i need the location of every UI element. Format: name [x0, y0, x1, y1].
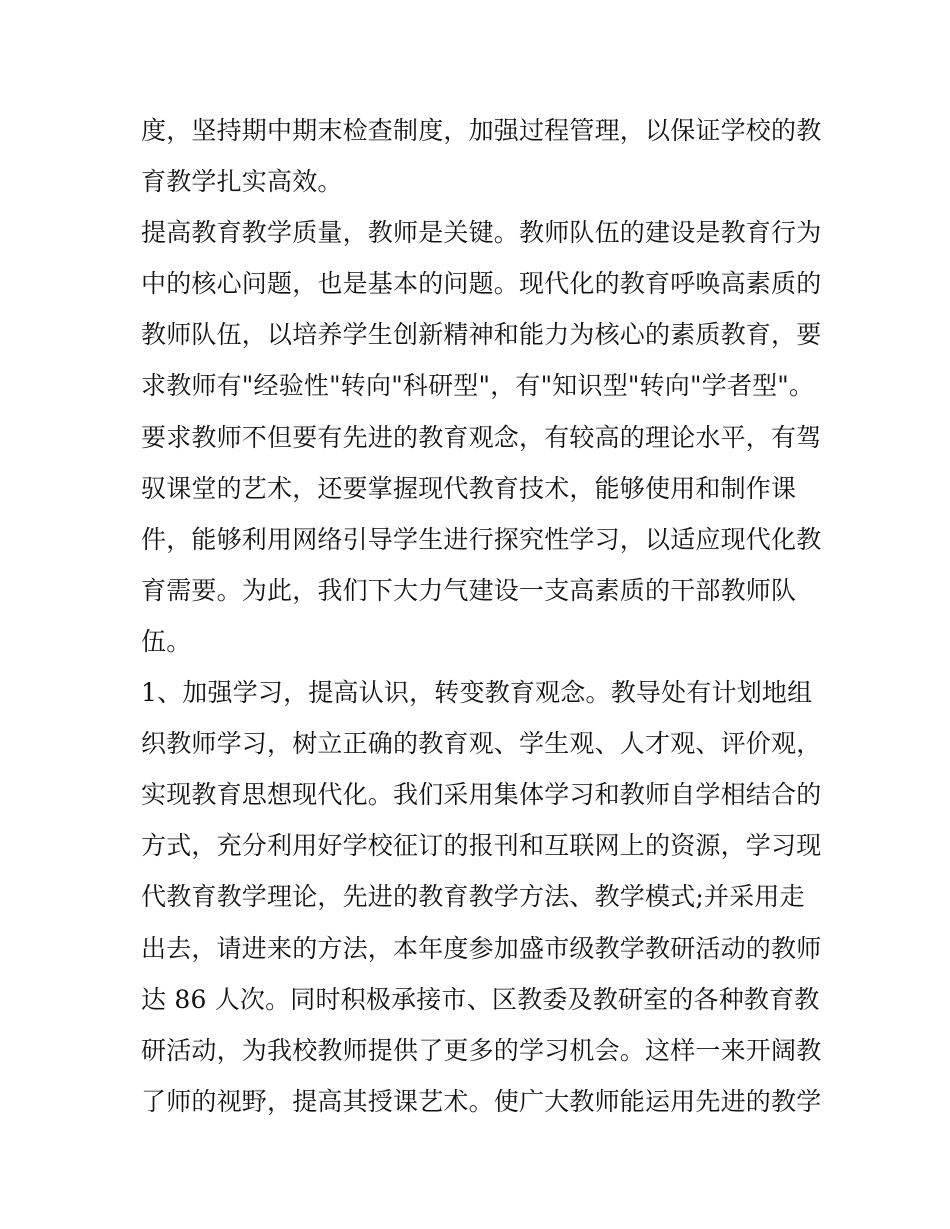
document-body	[141, 105, 821, 1127]
text-line-19: 研活动，为我校教师提供了更多的学习机会。这样一来开阔教	[141, 1035, 822, 1065]
text-line-11: 伍。	[141, 626, 192, 656]
text-line-8: 驭课堂的艺术，还要掌握现代教育技术，能够使用和制作课	[141, 473, 797, 503]
text-line-12: 1、加强学习，提高认识，转变教育观念。教导处有计划地组	[141, 678, 813, 708]
text-line-17: 出去，请进来的方法，本年度参加盛市级教学教研活动的教师	[141, 933, 822, 963]
text-line-15: 方式，充分利用好学校征订的报刊和互联网上的资源，学习现	[141, 831, 822, 861]
text-line-16: 代教育教学理论，先进的教育教学方法、教学模式;并采用走	[141, 882, 805, 912]
text-line-4: 中的核心问题，也是基本的问题。现代化的教育呼唤高素质的	[141, 269, 822, 299]
text-line-18: 达 86 人次。同时积极承接市、区教委及教研室的各种教育教	[141, 984, 820, 1014]
text-line-9: 件，能够利用网络引导学生进行探究性学习，以适应现代化教	[141, 524, 822, 554]
text-line-6: 求教师有"经验性"转向"科研型"，有"知识型"转向"学者型"。	[141, 371, 815, 401]
text-line-14: 实现教育思想现代化。我们采用集体学习和教师自学相结合的	[141, 780, 822, 810]
text-line-13: 织教师学习，树立正确的教育观、学生观、人才观、评价观，	[141, 729, 822, 759]
text-line-7: 要求教师不但要有先进的教育观念，有较高的理论水平，有驾	[141, 422, 822, 452]
text-line-1: 度，坚持期中期末检查制度，加强过程管理，以保证学校的教	[141, 116, 822, 145]
text-line-2: 育教学扎实高效。	[141, 167, 343, 197]
text-line-20: 了师的视野，提高其授课艺术。使广大教师能运用先进的教学	[141, 1086, 822, 1116]
text-line-10: 育需要。为此，我们下大力气建设一支高素质的干部教师队	[141, 575, 797, 605]
text-line-5: 教师队伍，以培养学生创新精神和能力为核心的素质教育，要	[141, 320, 822, 350]
text-line-3: 提高教育教学质量，教师是关键。教师队伍的建设是教育行为	[141, 218, 822, 248]
